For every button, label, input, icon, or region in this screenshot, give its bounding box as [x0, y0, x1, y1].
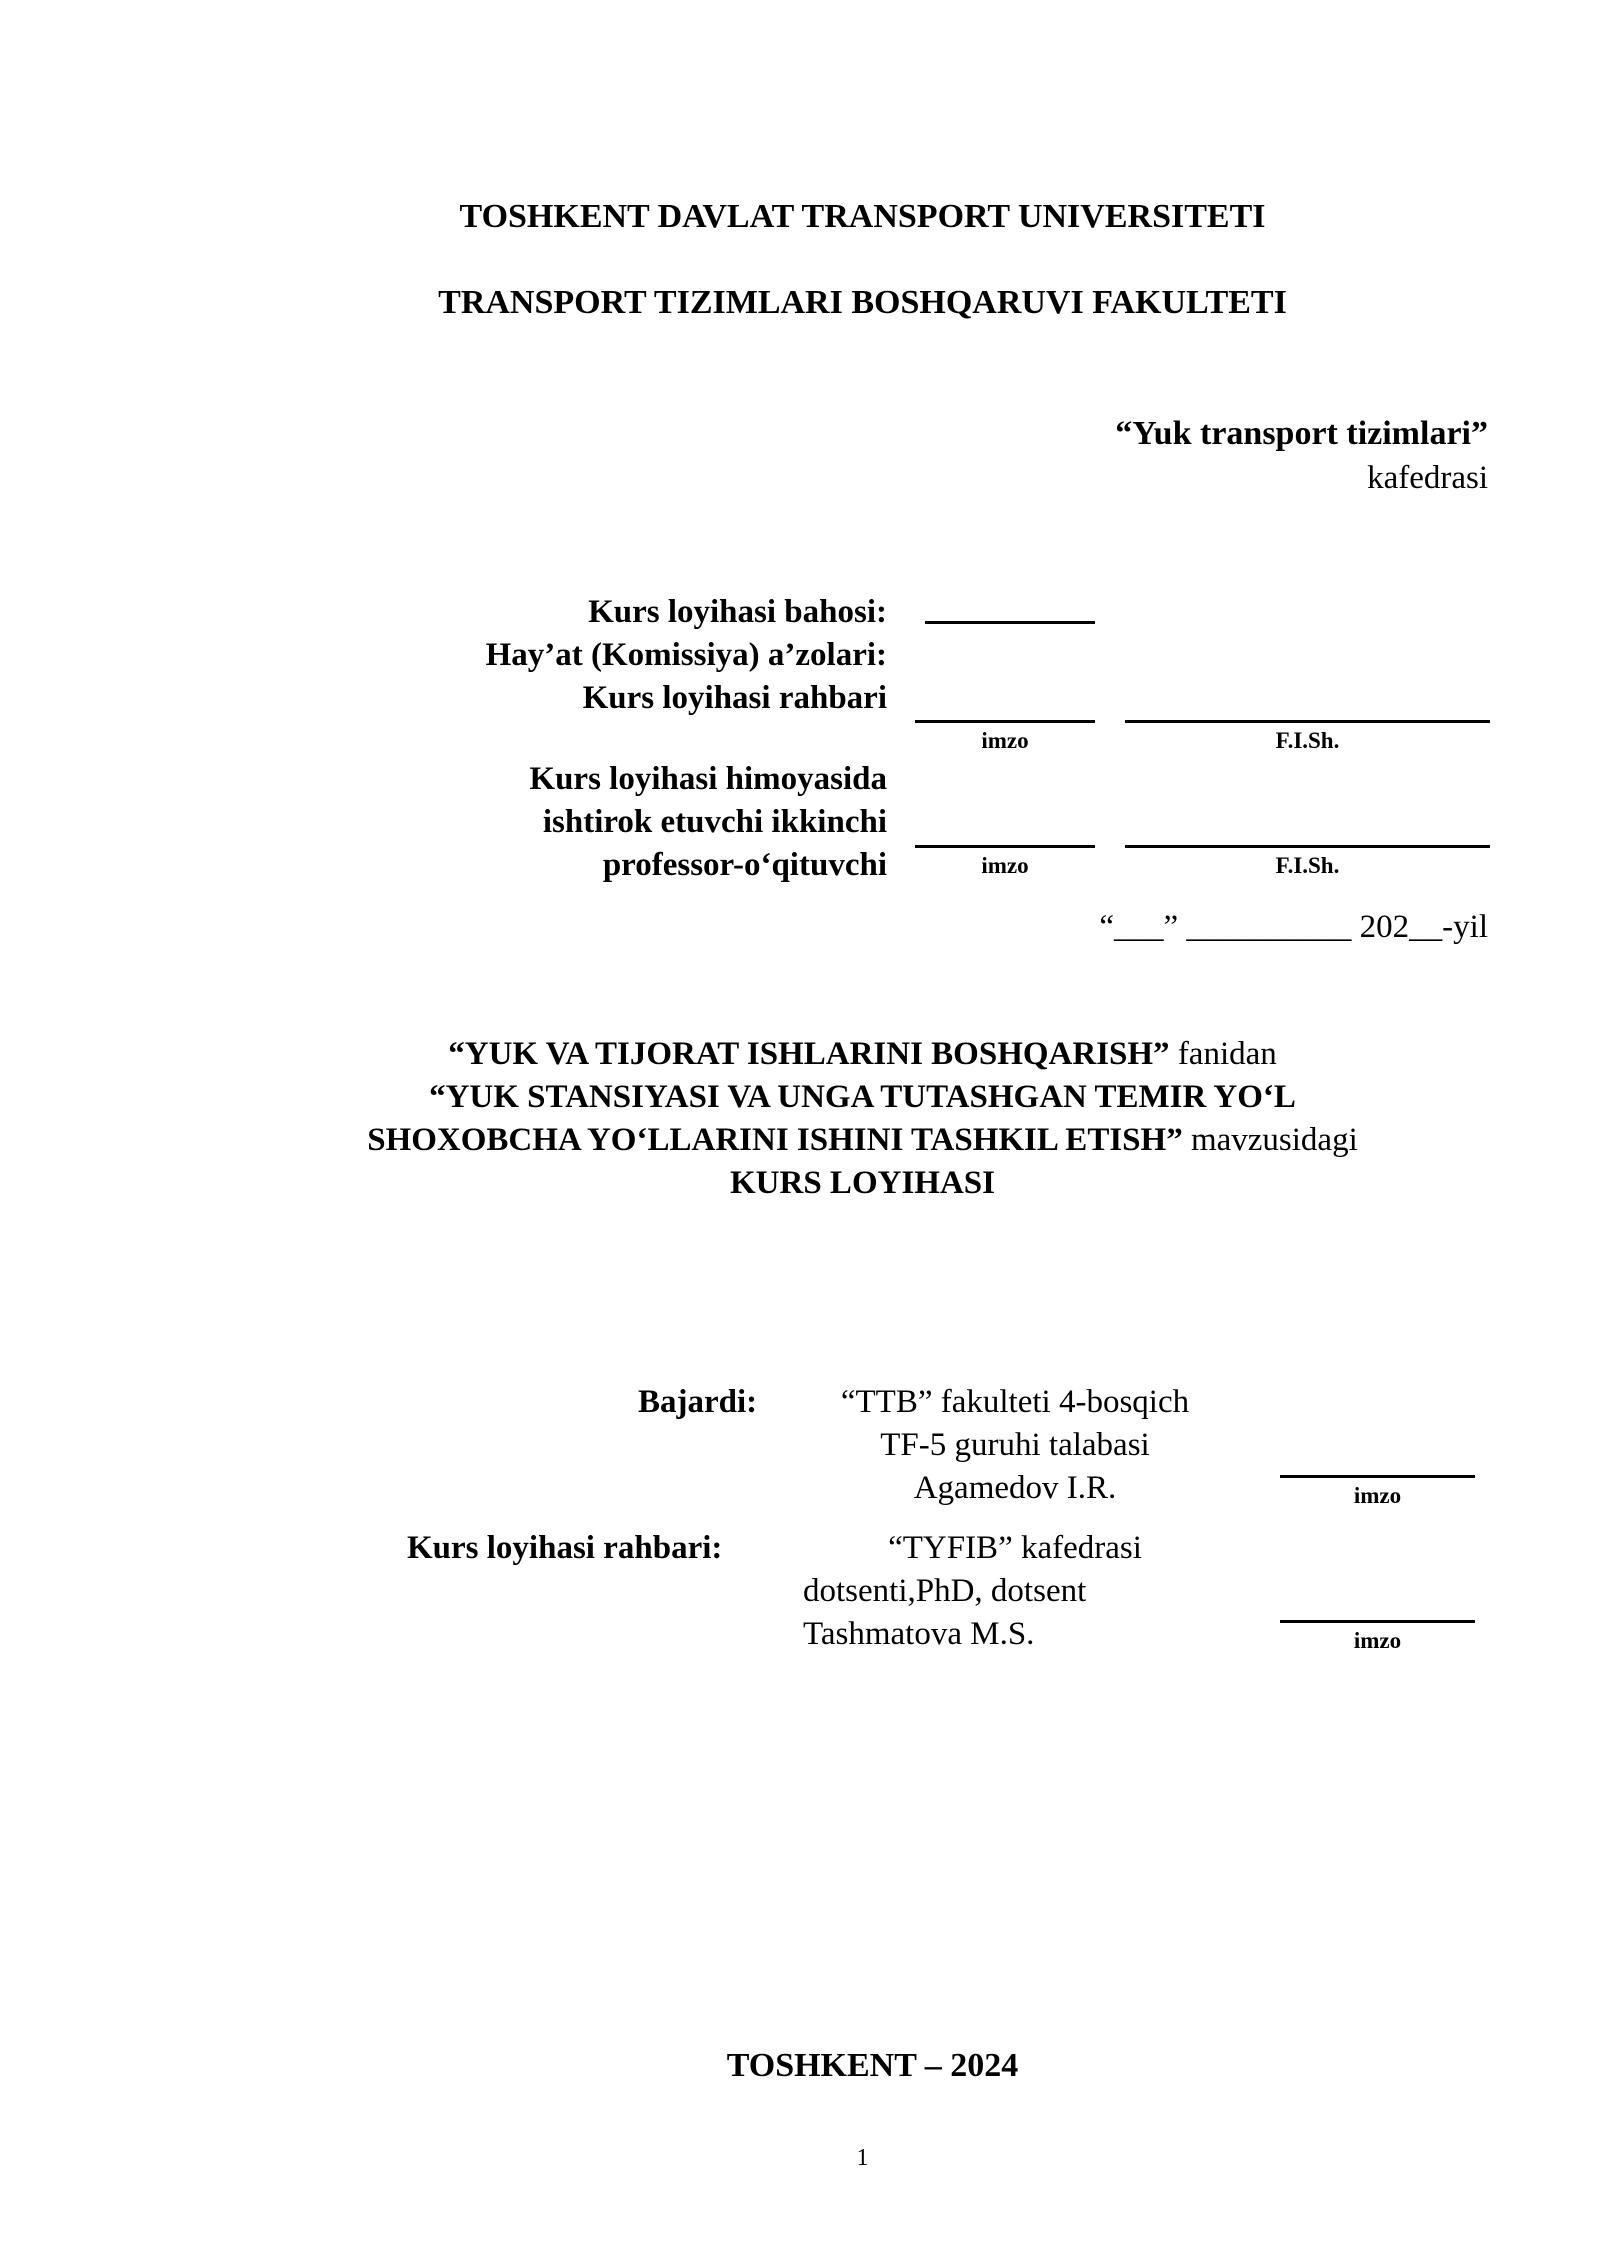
performer-signature-line [1280, 1475, 1475, 1478]
supervisor-name-caption: F.I.Sh. [1275, 728, 1340, 753]
second-teacher-signature-line [915, 845, 1095, 848]
supervisor-signature-line [915, 720, 1095, 723]
subject-name: “YUK VA TIJORAT ISHLARINI BOSHQARISH” [448, 1036, 1170, 1072]
second-teacher-name-caption: F.I.Sh. [1275, 853, 1340, 878]
grade-label: Kurs loyihasi bahosi: [588, 594, 887, 630]
university-title: TOSHKENT DAVLAT TRANSPORT UNIVERSITETI [459, 198, 1266, 235]
project-supervisor-signature-line [1280, 1620, 1475, 1623]
performer-line-2: TF-5 guruhi talabasi [880, 1427, 1150, 1463]
second-teacher-signature-caption: imzo [981, 853, 1029, 878]
performer-signature-caption: imzo [1353, 1483, 1402, 1508]
department-suffix: kafedrasi [1367, 460, 1488, 496]
performer-line-3: Agamedov I.R. [913, 1470, 1117, 1506]
department-name: “Yuk transport tizimlari” [1115, 415, 1488, 452]
grade-blank-line [925, 621, 1095, 624]
topic-suffix: mavzusidagi [1182, 1122, 1358, 1158]
city-year: TOSHKENT – 2024 [726, 2047, 1019, 2084]
subject-line [0, 1033, 1600, 1076]
supervisor-label: Kurs loyihasi rahbari [582, 680, 887, 716]
topic-name-end: SHOXOBCHA YO‘LLARINI ISHINI TASHKIL ETISH” [367, 1122, 1183, 1158]
second-teacher-label-1: Kurs loyihasi himoyasida [529, 761, 887, 797]
subject-suffix: fanidan [1169, 1036, 1277, 1072]
second-teacher-name-line [1125, 845, 1490, 848]
performer-line-1: “TTB” fakulteti 4-bosqich [840, 1384, 1190, 1420]
page-number: 1 [856, 2145, 869, 2171]
second-teacher-label-2: ishtirok etuvchi ikkinchi [542, 804, 887, 840]
commission-label: Hay’at (Komissiya) a’zolari: [485, 637, 887, 673]
second-teacher-label-3: professor-o‘qituvchi [602, 847, 887, 883]
document-type: KURS LOYIHASI [730, 1165, 995, 1201]
supervisor-name-line [1125, 720, 1490, 723]
supervisor-signature-caption: imzo [981, 728, 1029, 753]
performer-label: Bajardi: [638, 1384, 758, 1420]
faculty-title: TRANSPORT TIZIMLARI BOSHQARUVI FAKULTETI [438, 284, 1287, 321]
topic-line-1: “YUK STANSIYASI VA UNGA TUTASHGAN TEMIR YO‘L [429, 1079, 1296, 1115]
project-supervisor-line-2: dotsenti,PhD, dotsent [803, 1573, 1087, 1609]
project-supervisor-label: Kurs loyihasi rahbari: [407, 1530, 723, 1566]
topic-line-2 [0, 1119, 1600, 1162]
project-supervisor-line-3: Tashmatova M.S. [803, 1616, 1035, 1652]
date-line: “___” __________ 202__-yil [1099, 909, 1488, 945]
project-supervisor-line-1: “TYFIB” kafedrasi [888, 1530, 1142, 1566]
project-supervisor-signature-caption: imzo [1353, 1628, 1402, 1653]
